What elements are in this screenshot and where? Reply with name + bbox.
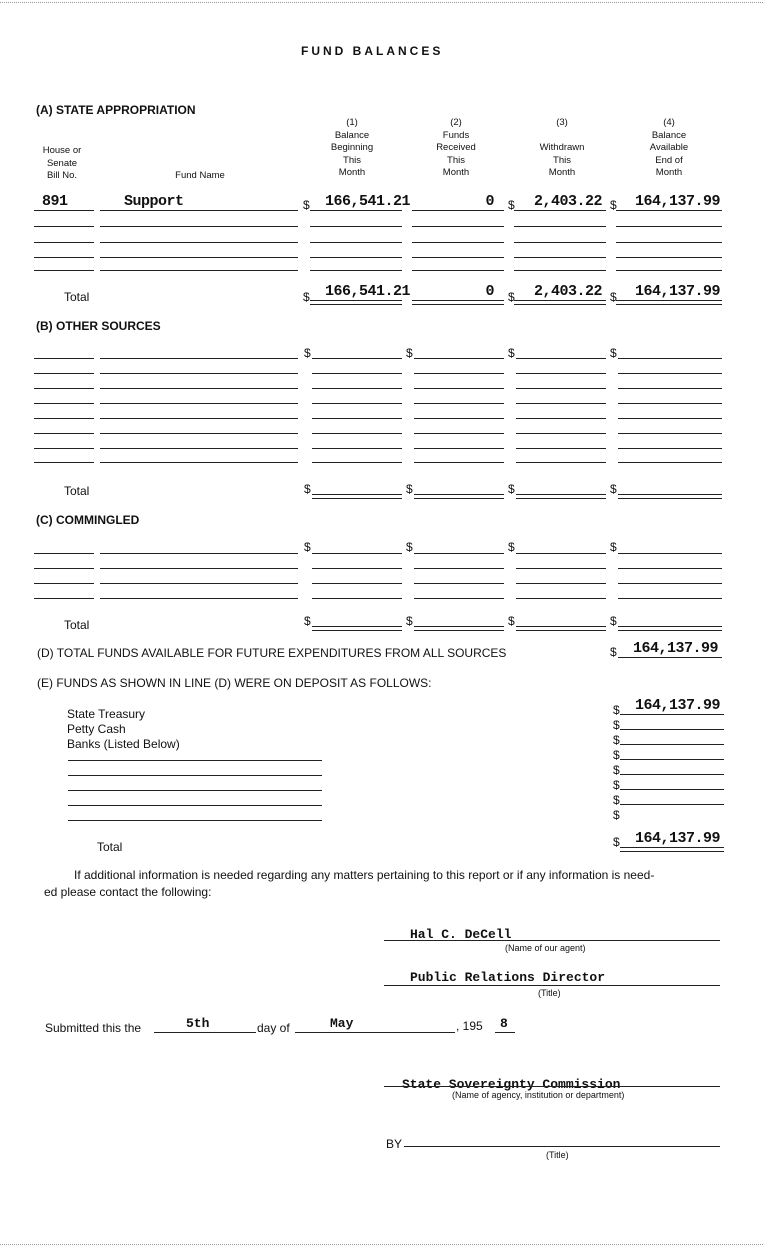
submitted-prefix: Submitted this the [45, 1021, 142, 1035]
submitted-day: 5th [186, 1016, 210, 1031]
balance-available: 164,137.99 [634, 193, 720, 210]
currency-sign: $ [613, 748, 620, 762]
petty-cash-label: Petty Cash [67, 722, 126, 736]
currency-sign: $ [508, 198, 515, 212]
agency-name: State Sovereignty Commission [402, 1077, 621, 1092]
currency-sign: $ [610, 346, 617, 360]
currency-sign: $ [406, 346, 413, 360]
currency-sign: $ [610, 198, 617, 212]
currency-sign: $ [610, 614, 617, 628]
line-e-label: (E) FUNDS AS SHOWN IN LINE (D) WERE ON DEPOSIT AS FOLLOWS: [37, 676, 432, 690]
currency-sign: $ [613, 733, 620, 747]
total-received: 0 [485, 283, 494, 300]
currency-sign: $ [613, 793, 620, 807]
currency-sign: $ [303, 198, 310, 212]
agent-name: Hal C. DeCell [410, 927, 512, 942]
agency-caption: (Name of agency, institution or department) [452, 1090, 625, 1100]
currency-sign: $ [613, 703, 620, 717]
top-perforation [0, 2, 763, 3]
total-available: 164,137.99 [634, 283, 720, 300]
treasury-value: 164,137.99 [634, 697, 720, 714]
year-digit: 8 [500, 1016, 508, 1031]
contact-text-line2: ed please contact the following: [44, 885, 212, 899]
total-beginning: 166,541.21 [324, 283, 410, 300]
currency-sign: $ [303, 290, 310, 304]
currency-sign: $ [406, 482, 413, 496]
state-treasury-label: State Treasury [67, 707, 146, 721]
form-title: FUND BALANCES [301, 44, 444, 58]
currency-sign: $ [304, 346, 311, 360]
beginning-balance: 166,541.21 [324, 193, 410, 210]
total-withdrawn: 2,403.22 [533, 283, 602, 300]
contact-text-line1: If additional information is needed regarding any matters pertaining to this report or if any information is need- [74, 868, 655, 882]
banks-label: Banks (Listed Below) [67, 737, 180, 751]
by-label: BY [386, 1137, 403, 1151]
currency-sign: $ [508, 290, 515, 304]
currency-sign: $ [406, 614, 413, 628]
currency-sign: $ [610, 482, 617, 496]
col-bill-header: House or Senate Bill No. [42, 145, 82, 181]
title-caption: (Title) [538, 988, 561, 998]
currency-sign: $ [304, 614, 311, 628]
deposit-total-value: 164,137.99 [634, 830, 720, 847]
section-b-heading: (B) OTHER SOURCES [36, 319, 161, 333]
currency-sign: $ [613, 835, 620, 849]
funds-received: 0 [485, 193, 494, 210]
by-title-caption: (Title) [546, 1150, 569, 1160]
col2-header: (2) Funds Received This Month [436, 117, 476, 178]
agent-caption: (Name of our agent) [505, 943, 586, 953]
year-prefix: , 195 [456, 1019, 483, 1033]
col3-header: (3) Withdrawn This Month [539, 117, 585, 178]
currency-sign: $ [613, 763, 620, 777]
line-d-label: (D) TOTAL FUNDS AVAILABLE FOR FUTURE EXPENDITURES FROM ALL SOURCES [37, 646, 507, 660]
currency-sign: $ [610, 645, 617, 659]
funds-withdrawn: 2,403.22 [533, 193, 602, 210]
currency-sign: $ [508, 482, 515, 496]
currency-sign: $ [304, 540, 311, 554]
day-of-label: day of [257, 1021, 290, 1035]
bottom-perforation [0, 1244, 763, 1245]
total-label-a: Total [64, 290, 90, 304]
currency-sign: $ [613, 808, 620, 822]
total-label-e: Total [97, 840, 123, 854]
fund-name: Support [124, 193, 184, 210]
bill-number: 891 [42, 193, 68, 210]
section-c-heading: (C) COMMINGLED [36, 513, 140, 527]
total-label-c: Total [64, 618, 90, 632]
currency-sign: $ [610, 540, 617, 554]
currency-sign: $ [304, 482, 311, 496]
currency-sign: $ [508, 540, 515, 554]
section-a-heading: (A) STATE APPROPRIATION [36, 103, 196, 117]
currency-sign: $ [613, 778, 620, 792]
currency-sign: $ [610, 290, 617, 304]
col4-header: (4) Balance Available End of Month [649, 117, 689, 178]
line-d-value: 164,137.99 [632, 640, 718, 657]
agent-title: Public Relations Director [410, 970, 606, 985]
col-fund-header: Fund Name [175, 170, 225, 181]
currency-sign: $ [508, 614, 515, 628]
currency-sign: $ [508, 346, 515, 360]
currency-sign: $ [613, 718, 620, 732]
currency-sign: $ [406, 540, 413, 554]
total-label-b: Total [64, 484, 90, 498]
submitted-month: May [330, 1016, 354, 1031]
col1-header: (1) Balance Beginning This Month [330, 117, 374, 178]
